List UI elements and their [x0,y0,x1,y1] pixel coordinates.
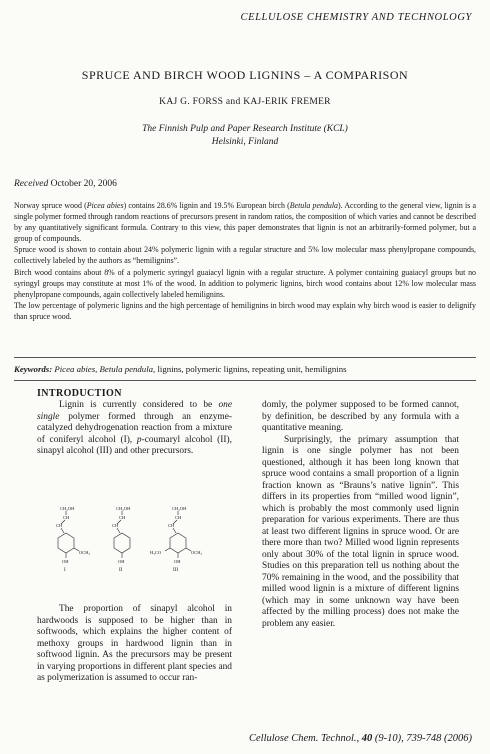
received-label: Received [14,179,49,189]
abstract [14,200,476,322]
received-line [14,179,117,189]
svg-text:OH: OH [62,559,69,564]
svg-text:CH₂OH: CH₂OH [116,506,131,511]
keywords-rest: lignins, polymeric lignins, repeating unit, hemilignins [155,364,347,374]
footer-volume: 40 [361,733,373,744]
intro-left-bottom [37,604,232,685]
precursor-structures-figure [52,503,217,583]
divider-bottom [14,380,476,381]
intro-paragraph-1: Lignin is currently considered to be one single polymer formed through an enzyme-catalyzed dehydrogenation reaction from a mixture of coniferyl alcohol (I), p-coumaryl alcohol (II), sinapyl alcohol (III) and other precursors. [37,400,232,456]
svg-text:OCH₃: OCH₃ [79,550,91,555]
journal-header: CELLULOSE CHEMISTRY AND TECHNOLOGY [240,12,472,23]
svg-text:CH: CH [112,523,119,528]
abstract-paragraph-2: Spruce wood is shown to contain about 24% polymeric lignin with a regular structure and 5% low molecular mass phenylpropane compounds, collectively labeled by the authors as “hemilignins”. [14,245,476,266]
svg-text:CH₂OH: CH₂OH [60,506,75,511]
footer-journal: Cellulose Chem. Technol., [248,733,360,744]
affiliation-institute: The Finnish Pulp and Paper Research Institute (KCL) [142,124,348,134]
svg-text:CH: CH [168,523,175,528]
intro-right-column [262,400,459,630]
keywords-label: Keywords [14,364,50,374]
svg-text:CH: CH [175,515,182,520]
svg-text:OH: OH [174,559,181,564]
svg-text:CH: CH [56,523,63,528]
section-heading-introduction: INTRODUCTION [37,388,122,399]
keywords: Keywords: Picea abies, Betula pendula, lignins, polymeric lignins, repeating unit, hemilignins [14,364,347,374]
intro-paragraph-4: Surprisingly, the primary assumption that lignin is one single polymer has not been questioned, although it has been long known that spruce wood contains a small proportion of a lignin fraction known as “Brauns’s native lignin”. This differs in its properties from “milled wood lignin”, which is probably the most commonly used lignin preparation for various experiments. There are thus at least two different lignins in spruce wood. Or are there more than two? Milled wood lignin represents only about 30% of the total lignin in spruce wood. Studies on this preparation tell us nothing about the 70% remaining in the wood, and the possibility that milled wood lignin is a mixture of different lignins (which may in some unknown way have been affected by the milling process) does not make the problem any easier. [262,434,459,629]
structure-iii [150,506,203,573]
abstract-paragraph-4: The low percentage of polymeric lignins and the high percentage of hemilignins in birch wood may explain why birch wood is easier to delignify than spruce wood. [14,300,476,321]
keywords-italic: Picea abies, Betula pendula, [54,364,156,374]
received-date: October 20, 2006 [50,179,117,189]
affiliation [0,123,490,149]
structure-i [56,506,91,573]
abstract-paragraph-1: Norway spruce wood (Picea abies) contains 28.6% lignin and 19.5% European birch (Betula pendula). According to the general view, lignin is a single polymer formed through random reactions of precursors present in random ratios, the composition of which varies and cannot be described by any quantitatively significant formula. Contrary to this view, this paper demonstrates that lignin is not an arbitrarily-formed polymer, but a group of compounds. [14,201,476,244]
svg-text:H₃CO: H₃CO [150,550,162,555]
authors: KAJ G. FORSS and KAJ-ERIK FREMER [159,97,331,107]
intro-paragraph-3: domly, the polymer supposed to be formed cannot, by definition, be described by any formula with a quantitative meaning. [262,400,459,433]
svg-text:CH: CH [63,515,70,520]
intro-left-top [37,400,232,458]
svg-text:OCH₃: OCH₃ [191,550,203,555]
abstract-paragraph-3: Birch wood contains about 8% of a polymeric syringyl guaiacyl lignin with a regular structure. A polymer containing guaiacyl groups but no syringyl groups may constitute at most 1% of the wood. In addition to polymeric lignins, birch wood contains about 12% low molecular mass phenylpropane compounds, again collectively labeled hemilignins. [14,267,476,299]
svg-text:OH: OH [118,559,125,564]
affiliation-city: Helsinki, Finland [211,137,279,147]
svg-text:CH₂OH: CH₂OH [172,506,187,511]
svg-text:I: I [64,568,66,573]
citation-footer [249,733,472,744]
svg-text:CH: CH [119,515,126,520]
svg-text:III: III [173,568,178,573]
paper-title: SPRUCE AND BIRCH WOOD LIGNINS – A COMPARISON [81,68,409,82]
divider-top [14,357,476,358]
intro-paragraph-2: The proportion of sinapyl alcohol in hardwoods is supposed to be higher than in softwoods, which explains the higher content of methoxy groups in hardwood lignin than in softwood lignin. As the precursors may be present in varying proportions in different plant species and as polymerization is assumed to occur ran- [37,604,232,683]
footer-pages: (9-10), 739-748 (2006) [372,733,472,744]
structure-ii [112,506,131,573]
svg-text:II: II [119,568,123,573]
